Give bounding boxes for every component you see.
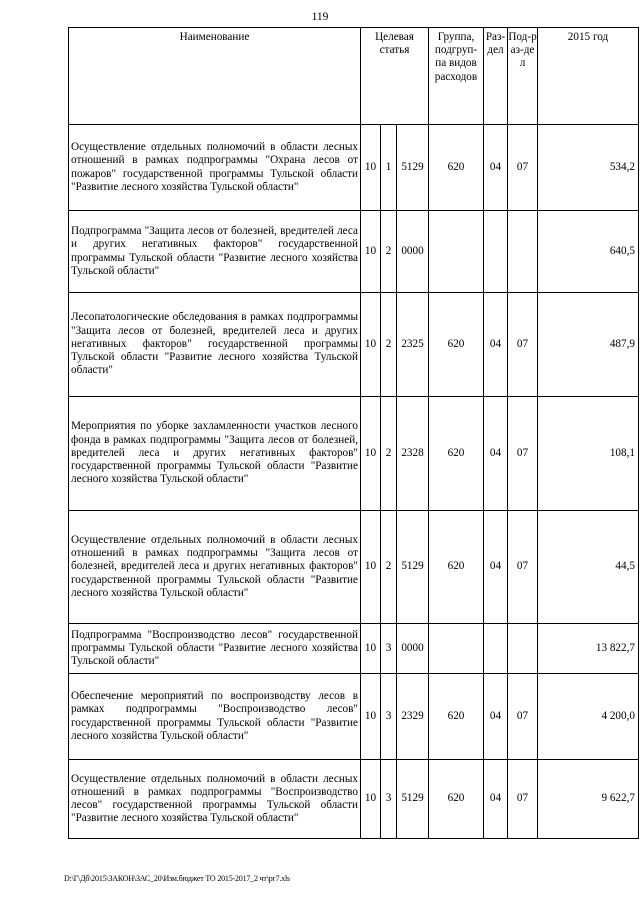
header-target [361, 28, 429, 125]
row-group [429, 624, 484, 674]
file-path-footer: D:\Г\Дб\2015\ЗАКОН\ЗАС_20\Изм.бюджет ТО 2015-2017_2 чт\рг7.xls [64, 874, 290, 883]
row-amount: 534,2 [538, 125, 639, 211]
row-target-3: 5129 [397, 760, 429, 839]
row-target-2: 1 [381, 125, 397, 211]
row-target-2: 3 [381, 760, 397, 839]
row-section: 04 [484, 125, 508, 211]
row-name: Осуществление отдельных полномочий в области лесных отношений в рамках подпрограммы "Охрана лесов от пожаров" государственной программы Тульской области "Развитие лесного хозяйства Тульской области" [69, 125, 361, 211]
table-row [69, 293, 639, 397]
row-target-1: 10 [361, 511, 381, 624]
table-row [69, 624, 639, 674]
row-target-2: 3 [381, 674, 397, 760]
row-group: 620 [429, 125, 484, 211]
row-name: Осуществление отдельных полномочий в области лесных отношений в рамках подпрограммы "Воспроизводство лесов" государственной программы Тульской области "Развитие лесного хозяйства Тульской области" [69, 760, 361, 839]
row-name: Лесопатологические обследования в рамках подпрограммы "Защита лесов от болезней, вредителей леса и других негативных факторов" государственной программы Тульской области "Развитие лесного хозяйства Тульской области" [69, 293, 361, 397]
row-target-1: 10 [361, 293, 381, 397]
row-name: Подпрограмма "Защита лесов от болезней, вредителей леса и других негативных факторов" государственной программы Тульской области "Развитие лесного хозяйства Тульской области" [69, 211, 361, 293]
row-target-2: 2 [381, 211, 397, 293]
row-target-3: 0000 [397, 624, 429, 674]
row-target-3: 2328 [397, 397, 429, 511]
row-target-1: 10 [361, 624, 381, 674]
row-target-2: 2 [381, 511, 397, 624]
table-row [69, 511, 639, 624]
row-target-2: 2 [381, 293, 397, 397]
table-row [69, 397, 639, 511]
row-subsection: 07 [508, 674, 538, 760]
row-section [484, 211, 508, 293]
table-row [69, 674, 639, 760]
row-section [484, 624, 508, 674]
header-name: Наименование [69, 28, 361, 125]
row-target-3: 5129 [397, 125, 429, 211]
row-subsection [508, 211, 538, 293]
row-section: 04 [484, 674, 508, 760]
row-amount: 4 200,0 [538, 674, 639, 760]
table-row [69, 211, 639, 293]
row-subsection: 07 [508, 760, 538, 839]
row-subsection: 07 [508, 125, 538, 211]
page-number: 119 [311, 11, 329, 23]
header-target-label: Целевая статья [375, 31, 414, 57]
row-section: 04 [484, 760, 508, 839]
row-name: Мероприятия по уборке захламленности участков лесного фонда в рамках подпрограммы "Защита лесов от болезней, вредителей леса и других негативных факторов" государственной программы Тульской области "Развитие лесного хозяйства Тульской области" [69, 397, 361, 511]
row-target-1: 10 [361, 760, 381, 839]
table-row [69, 760, 639, 839]
row-name: Обеспечение мероприятий по воспроизводству лесов в рамках подпрограммы "Воспроизводство лесов" государственной программы Тульской области "Развитие лесного хозяйства Тульской области" [69, 674, 361, 760]
row-target-1: 10 [361, 125, 381, 211]
row-section: 04 [484, 293, 508, 397]
row-target-3: 2329 [397, 674, 429, 760]
row-name: Подпрограмма "Воспроизводство лесов" государственной программы Тульской области "Развитие лесного хозяйства Тульской области" [69, 624, 361, 674]
header-subsection [508, 28, 538, 125]
row-amount: 640,5 [538, 211, 639, 293]
header-group [429, 28, 484, 125]
budget-table [68, 27, 639, 839]
header-section [484, 28, 508, 125]
row-group: 620 [429, 397, 484, 511]
row-target-3: 0000 [397, 211, 429, 293]
row-target-1: 10 [361, 211, 381, 293]
row-group: 620 [429, 293, 484, 397]
row-group [429, 211, 484, 293]
row-amount: 9 622,7 [538, 760, 639, 839]
row-amount: 487,9 [538, 293, 639, 397]
row-target-1: 10 [361, 397, 381, 511]
header-section-label: Раз-дел [485, 31, 506, 57]
row-section: 04 [484, 397, 508, 511]
row-group: 620 [429, 674, 484, 760]
row-subsection [508, 624, 538, 674]
header-row [69, 28, 639, 125]
row-group: 620 [429, 760, 484, 839]
header-group-label: Группа, подгруп-па видов расходов [434, 31, 478, 83]
row-amount: 13 822,7 [538, 624, 639, 674]
row-name: Осуществление отдельных полномочий в области лесных отношений в рамках подпрограммы "Защита лесов от болезней, вредителей леса и других негативных факторов" государственной программы Тульской области "Развитие лесного хозяйства Тульской области" [69, 511, 361, 624]
row-target-3: 5129 [397, 511, 429, 624]
row-target-1: 10 [361, 674, 381, 760]
table-row [69, 125, 639, 211]
row-target-2: 3 [381, 624, 397, 674]
row-section: 04 [484, 511, 508, 624]
row-subsection: 07 [508, 511, 538, 624]
row-target-3: 2325 [397, 293, 429, 397]
row-subsection: 07 [508, 397, 538, 511]
row-target-2: 2 [381, 397, 397, 511]
header-year: 2015 год [538, 28, 639, 125]
row-amount: 108,1 [538, 397, 639, 511]
header-subsection-label: Под-раз-дел [508, 31, 537, 70]
row-group: 620 [429, 511, 484, 624]
row-amount: 44,5 [538, 511, 639, 624]
row-subsection: 07 [508, 293, 538, 397]
